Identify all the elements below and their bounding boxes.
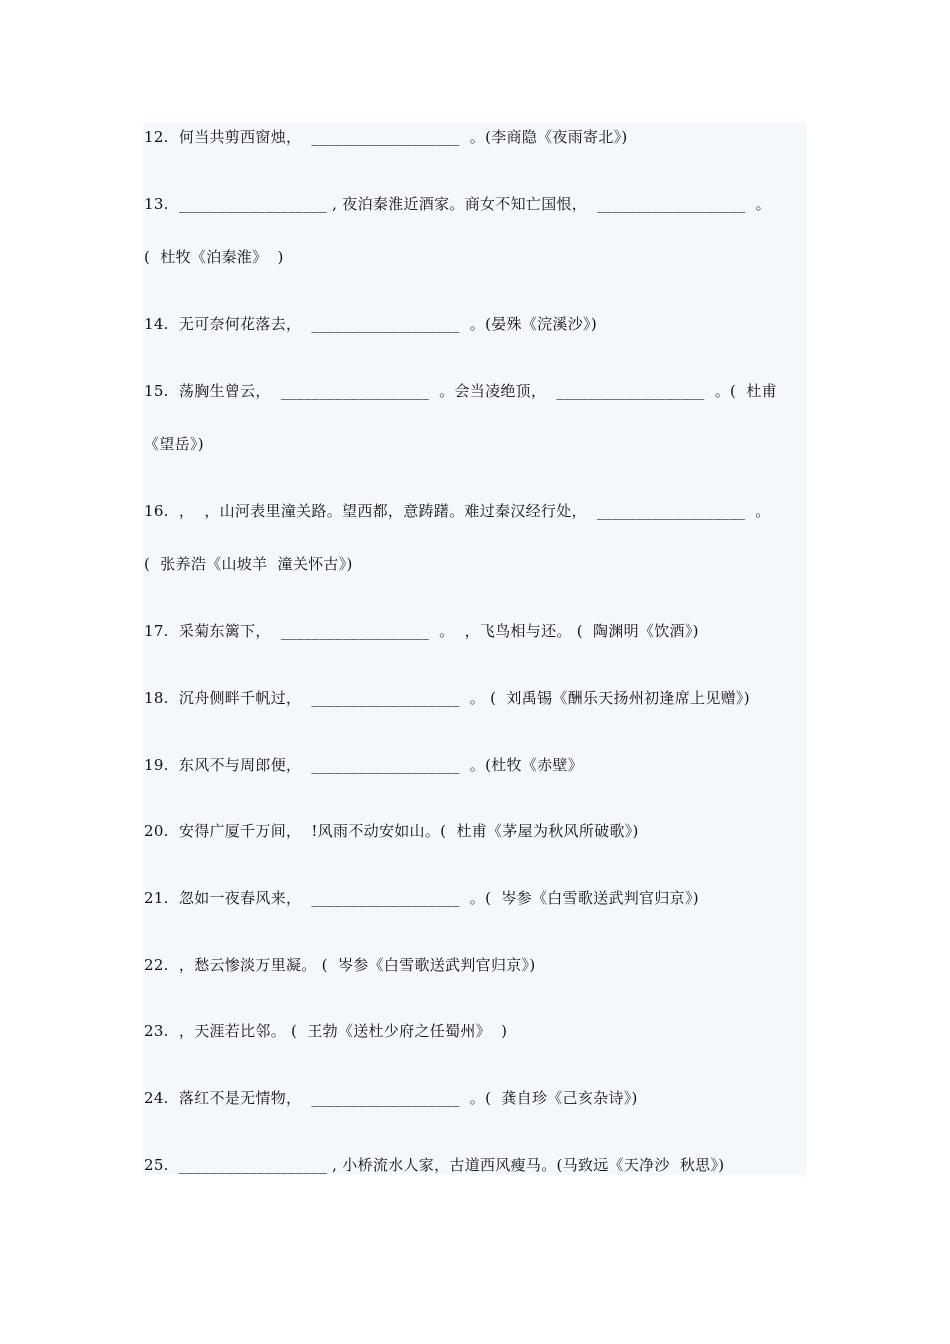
line: ( 张养浩《山坡羊 潼关怀古》) bbox=[144, 555, 353, 573]
line: 12. 何当共剪西窗烛， ___________________ 。(李商隐《夜雨寄北》) bbox=[144, 128, 628, 146]
line: 21. 忽如一夜春风来， ___________________ 。( 岑参《白雪歌送武判官归京》) bbox=[144, 889, 699, 907]
line: 16. ， ，山河表里潼关路。望西都，意踌躇。难过秦汉经行处， ___________________ 。 bbox=[144, 502, 771, 520]
line: 13. ___________________ , 夜泊秦淮近酒家。商女不知亡国恨， ___________________ 。 bbox=[144, 195, 771, 213]
line: 20. 安得广厦千万间， !风雨不动安如山。( 杜甫《茅屋为秋风所破歌》) bbox=[144, 822, 639, 840]
line: 《望岳》) bbox=[144, 435, 204, 453]
line: 15. 荡胸生曾云， ___________________ 。会当凌绝顶， ___________________ 。( 杜甫 bbox=[144, 382, 777, 400]
line: 19. 东风不与周郎便， ___________________ 。(杜牧《赤壁》 bbox=[144, 756, 584, 774]
line: 24. 落红不是无情物， ___________________ 。( 龚自珍《己亥杂诗》) bbox=[144, 1089, 638, 1107]
line: ( 杜牧《泊秦淮》 ) bbox=[144, 248, 284, 266]
line: 18. 沉舟侧畔千帆过， ___________________ 。 ( 刘禹锡《酬乐天扬州初逢席上见赠》) bbox=[144, 689, 750, 707]
line: 25. ___________________ , 小桥流水人家，古道西风瘦马。(马致远《天净沙 秋思》) bbox=[144, 1156, 725, 1174]
line: 22. ，愁云惨淡万里凝。 ( 岑参《白雪歌送武判官归京》) bbox=[144, 956, 536, 974]
line: 14. 无可奈何花落去， ___________________ 。(晏殊《浣溪沙》) bbox=[144, 315, 597, 333]
question-panel bbox=[143, 123, 806, 1175]
line: 23. ，天涯若比邻。 ( 王勃《送杜少府之任蜀州》 ) bbox=[144, 1022, 508, 1040]
line: 17. 采菊东篱下， ___________________ 。 ，飞鸟相与还。 ( 陶渊明《饮酒》) bbox=[144, 622, 699, 640]
